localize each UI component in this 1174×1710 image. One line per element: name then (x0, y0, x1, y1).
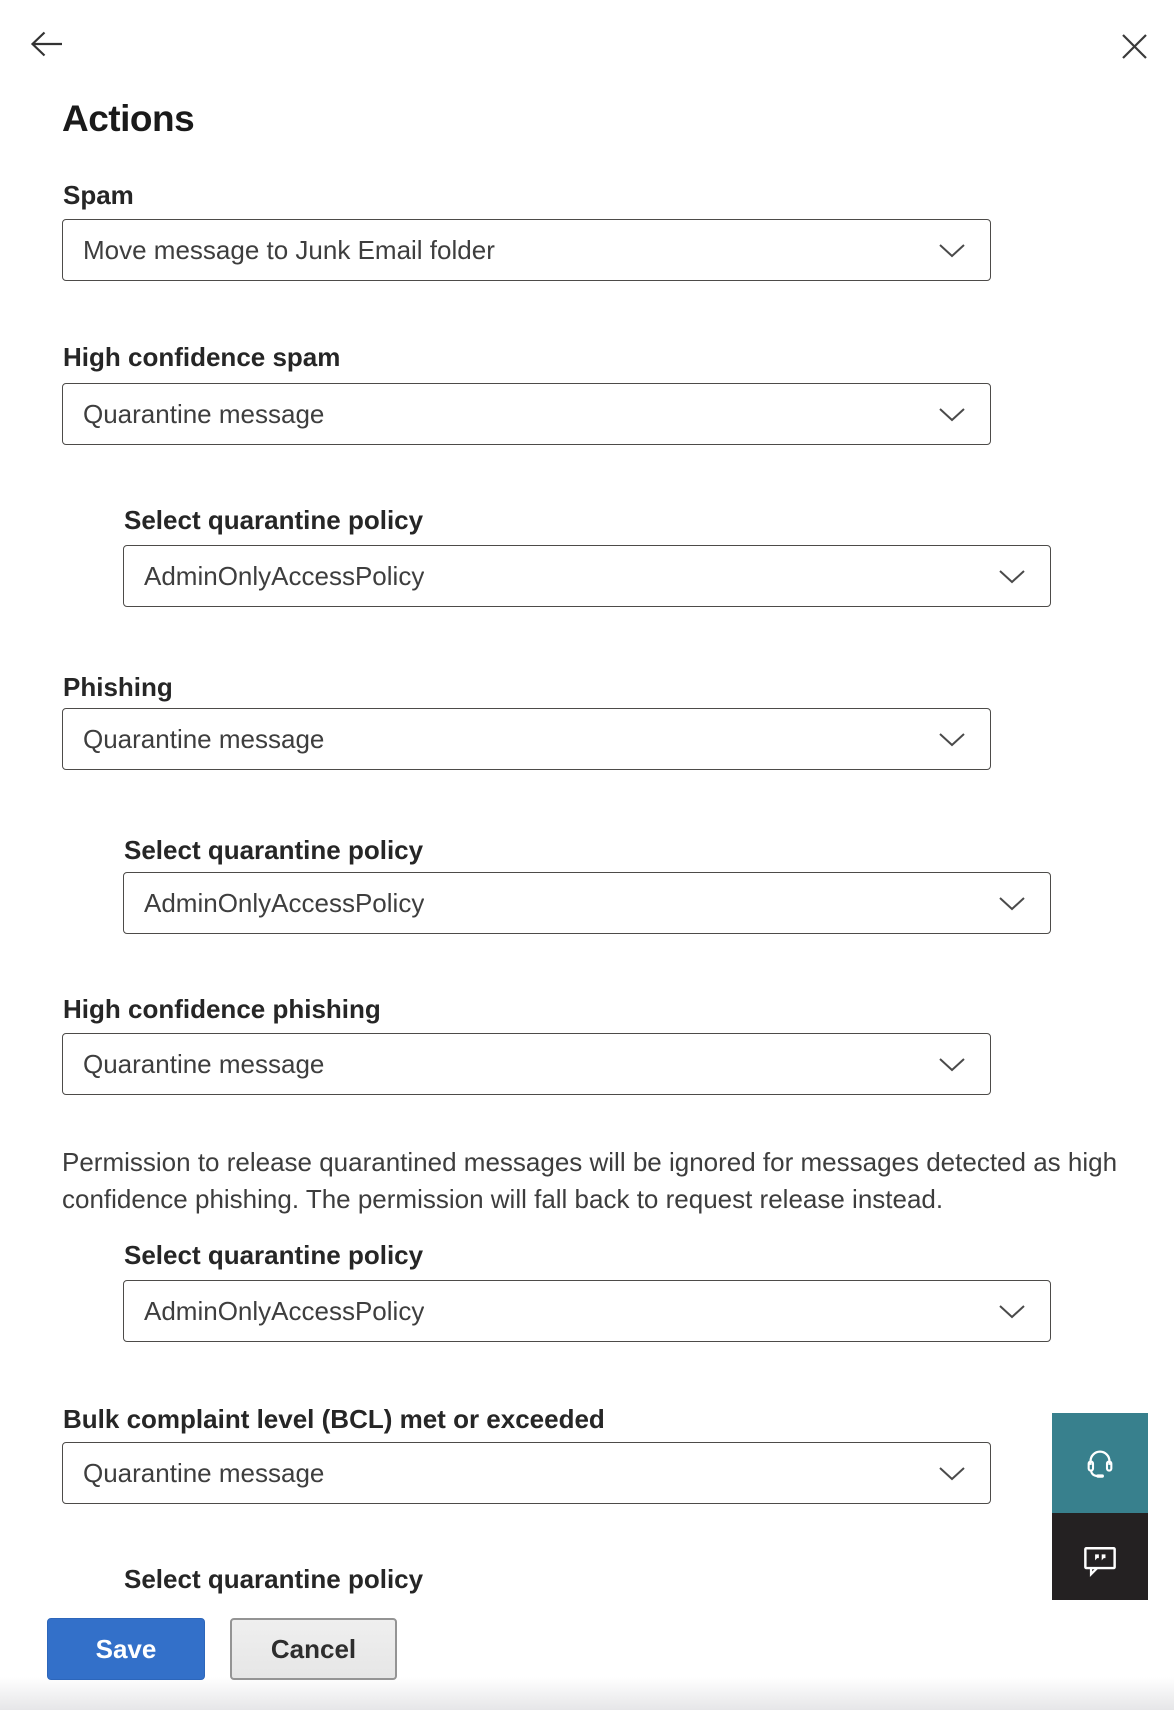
close-button[interactable] (1114, 27, 1154, 65)
headset-icon (1083, 1444, 1117, 1482)
back-button[interactable] (26, 24, 68, 64)
select-quarantine-policy-label-1: Select quarantine policy (124, 505, 424, 535)
quarantine-policy-select-2[interactable] (123, 872, 1051, 934)
chevron-down-icon (938, 1056, 966, 1072)
chevron-down-icon (998, 895, 1026, 911)
chevron-down-icon (998, 1303, 1026, 1319)
selected-value: AdminOnlyAccessPolicy (144, 560, 425, 591)
save-button[interactable]: Save (47, 1618, 205, 1680)
select-quarantine-policy-label-3: Select quarantine policy (124, 1240, 424, 1270)
page-title: Actions (62, 98, 195, 139)
arrow-left-icon (30, 29, 64, 59)
feedback-button[interactable] (1052, 1513, 1148, 1608)
chevron-down-icon (938, 242, 966, 258)
high-confidence-spam-action-select[interactable] (62, 383, 991, 445)
select-quarantine-policy-label-2: Select quarantine policy (124, 835, 424, 865)
selected-value: Quarantine message (83, 1048, 325, 1079)
close-icon (1121, 33, 1148, 60)
chevron-down-icon (938, 406, 966, 422)
chevron-down-icon (938, 731, 966, 747)
quarantine-policy-select-3[interactable] (123, 1280, 1051, 1342)
select-quarantine-policy-label-4: Select quarantine policy (124, 1564, 424, 1594)
bulk-complaint-level-action-select[interactable] (62, 1442, 991, 1504)
phishing-action-select[interactable] (62, 708, 991, 770)
spam-label: Spam (63, 180, 134, 210)
help-support-button[interactable] (1052, 1413, 1148, 1513)
chevron-down-icon (998, 568, 1026, 584)
cancel-button[interactable]: Cancel (230, 1618, 397, 1680)
spam-action-select[interactable] (62, 219, 991, 281)
chat-icon (1083, 1545, 1117, 1577)
chevron-down-icon (938, 1465, 966, 1481)
selected-value: Quarantine message (83, 1457, 325, 1488)
selected-value: AdminOnlyAccessPolicy (144, 887, 425, 918)
selected-value: Quarantine message (83, 723, 325, 754)
high-confidence-phishing-note: Permission to release quarantined messages will be ignored for messages detected as high confidence phishing. The permission will fall back to request release instead. (62, 1147, 1118, 1214)
selected-value: Quarantine message (83, 398, 325, 429)
bulk-complaint-level-label: Bulk complaint level (BCL) met or exceeded (63, 1404, 605, 1434)
footer-bar (0, 1600, 1174, 1710)
high-confidence-phishing-label: High confidence phishing (63, 994, 381, 1024)
quarantine-policy-select-1[interactable] (123, 545, 1051, 607)
high-confidence-phishing-action-select[interactable] (62, 1033, 991, 1095)
phishing-label: Phishing (63, 672, 173, 702)
selected-value: Move message to Junk Email folder (83, 234, 495, 265)
high-confidence-spam-label: High confidence spam (63, 342, 341, 372)
selected-value: AdminOnlyAccessPolicy (144, 1295, 425, 1326)
